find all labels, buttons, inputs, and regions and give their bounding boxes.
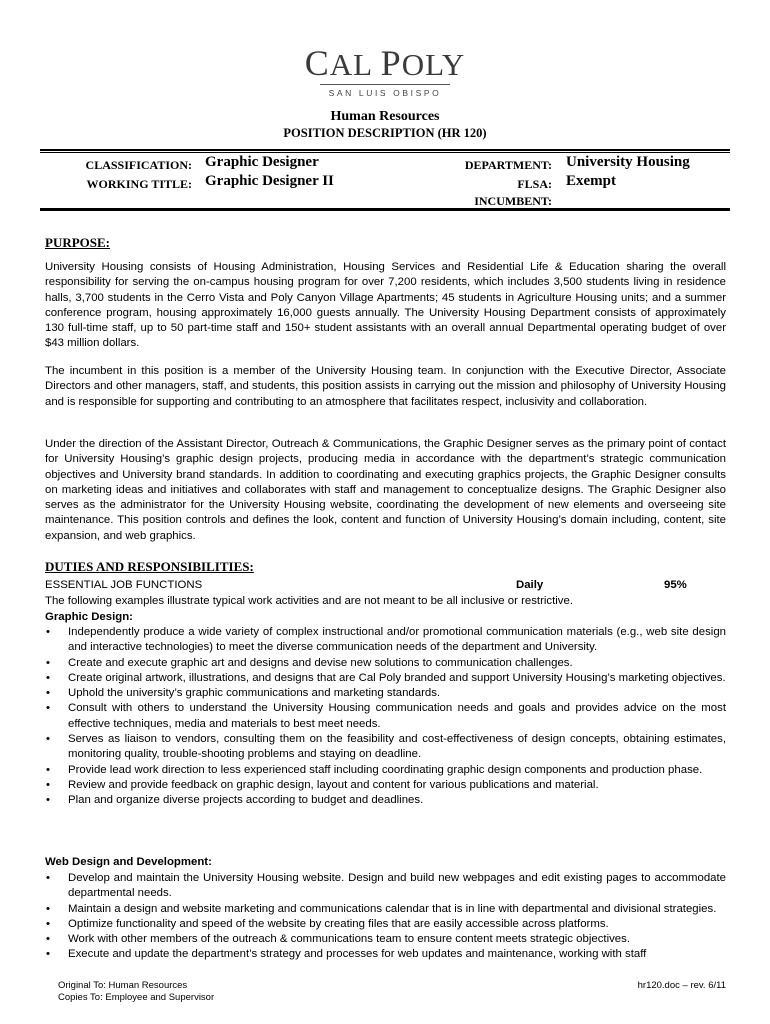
graphic-design-heading: Graphic Design: (45, 611, 133, 623)
logo-divider (320, 84, 450, 85)
cal-poly-logo (0, 43, 770, 98)
percent-value: 95% (664, 579, 687, 591)
web-design-list (45, 871, 726, 963)
list-item: • Provide lead work direction to less experienced staff including coordinating graphic design components and production phase. (45, 763, 726, 778)
footer-left (58, 980, 214, 1004)
essential-functions-row (45, 578, 726, 593)
header-rule-top-thin (40, 152, 730, 153)
duties-intro: The following examples illustrate typical work activities and are not meant to be all inclusive or restrictive. (45, 595, 573, 607)
classification-value: Graphic Designer (205, 154, 319, 170)
graphic-design-list (45, 625, 726, 809)
logo-wordmark: CAL POLY (304, 43, 466, 83)
footer-doc-ref: hr120.doc – rev. 6/11 (637, 980, 726, 991)
header-rule-top (40, 149, 730, 151)
frequency-value: Daily (516, 579, 544, 591)
purpose-paragraph-3: Under the direction of the Assistant Director, Outreach & Communications, the Graphic Designer serves as the primary point of contact for University Housing’s graphic design projects, producing media in accordance with the department’s strategic communication objectives and University brand standards. In addition to coordinating and executing graphics projects, the Graphic Designer consults on marketing ideas and initiatives and collaborates with staff and management to conceptualize designs. The Graphic Designer also serves as the administrator for the University Housing website, coordinating the development of new elements and overseeing site maintenance. This position controls and defines the look, content and function of University Housing’s domain including, content, site expansion, and web graphics. (45, 438, 726, 542)
working-title-value: Graphic Designer II (205, 173, 334, 189)
duties-heading: DUTIES AND RESPONSIBILITIES: (45, 559, 254, 574)
department-value: University Housing (566, 154, 690, 170)
list-item: • Plan and organize diverse projects according to budget and deadlines. (45, 793, 726, 808)
purpose-paragraph-1: University Housing consists of Housing Administration, Housing Services and Residential Life & Education sharing the overall responsibility for serving the on-campus housing program for over 7,200 residents, which includes 3,500 students living in residence halls, 3,700 students in the Cerro Vista and Poly Canyon Village Apartments; 45 students in Agriculture Housing units; and a summer conference program, housing approximately 16,000 guests annually. The University Housing Department consists of approximately 130 full-time staff, up to 50 part-time staff and 150+ student assistants with an overall annual Departmental operating budget of over $43 million dollars. (45, 261, 726, 350)
flsa-value: Exempt (566, 173, 616, 189)
flsa-label: FLSA: (517, 177, 552, 191)
web-design-heading: Web Design and Development: (45, 856, 212, 868)
list-item: • Serves as liaison to vendors, consulting them on the feasibility and cost-effectiveness of design concepts, obtaining estimates, monitoring quality, trouble-shooting problems and staying on deadline. (45, 732, 726, 763)
list-item: • Maintain a design and website marketing and communications calendar that is in line with departmental and divisional strategies. (45, 902, 726, 917)
list-item: • Create and execute graphic art and designs and devise new solutions to communication challenges. (45, 656, 726, 671)
header-rule-bottom (40, 208, 730, 211)
list-item: • Develop and maintain the University Housing website. Design and build new webpages and edit existing pages to accommodate departmental needs. (45, 871, 726, 902)
document-subtitle: POSITION DESCRIPTION (HR 120) (283, 126, 487, 140)
footer-copies-to: Copies To: Employee and Supervisor (58, 992, 215, 1003)
document-title: Human Resources (330, 109, 440, 124)
list-item: • Independently produce a wide variety of complex instructional and/or promotional communication materials (e.g., web site design and interactive technologies) to meet the diverse communication needs of the department and University. (45, 625, 726, 656)
department-label: DEPARTMENT: (464, 158, 552, 172)
footer-original-to: Original To: Human Resources (58, 980, 188, 991)
logo-subtitle: SAN LUIS OBISPO (328, 88, 442, 98)
purpose-paragraph-2: The incumbent in this position is a member of the University Housing team. In conjunction with the Executive Director, Associate Directors and other managers, staff, and students, this position assists in carrying out the mission and philosophy of University Housing and is responsible for supporting and contributing to an atmosphere that facilitates respect, inclusivity and collaboration. (45, 365, 726, 408)
incumbent-label: INCUMBENT: (474, 194, 552, 208)
list-item: • Uphold the university’s graphic communications and marketing standards. (45, 686, 726, 701)
list-item: • Consult with others to understand the University Housing communication needs and goals and provides advice on the most effective techniques, media and materials to best meet needs. (45, 701, 726, 732)
working-title-label: WORKING TITLE: (86, 177, 192, 191)
list-item: • Execute and update the department’s strategy and processes for web updates and maintenance, working with staff (45, 947, 726, 962)
essential-functions-label: ESSENTIAL JOB FUNCTIONS (45, 579, 203, 591)
list-item: • Optimize functionality and speed of the website by creating files that are easily accessible across platforms. (45, 917, 726, 932)
list-item: • Review and provide feedback on graphic design, layout and content for various publications and material. (45, 778, 726, 793)
list-item: • Work with other members of the outreach & communications team to ensure content meets strategic objectives. (45, 932, 726, 947)
list-item: • Create original artwork, illustrations, and designs that are Cal Poly branded and support University Housing’s marketing objectives. (45, 671, 726, 686)
classification-label: CLASSIFICATION: (85, 158, 192, 172)
purpose-heading: PURPOSE: (45, 235, 110, 250)
